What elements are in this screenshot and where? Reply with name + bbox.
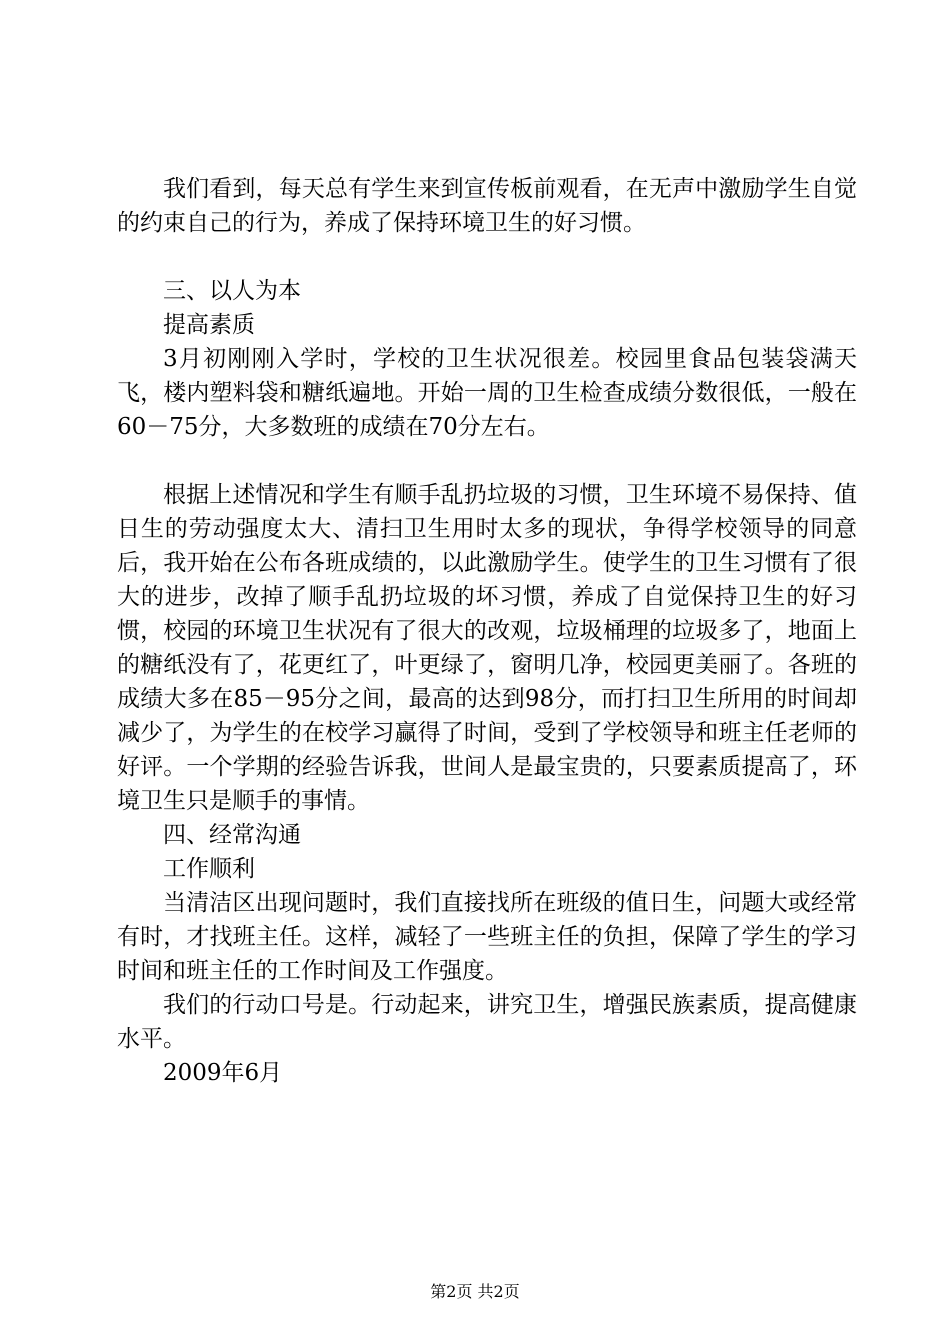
- section-subheading-3: 提高素质: [163, 312, 255, 338]
- paragraph-gap: [117, 240, 857, 274]
- paragraph-communication: 当清洁区出现问题时，我们直接找所在班级的值日生，问题大或经常有时，才找班主任。这样，减轻了一些班主任的负担，保障了学生的学习时间和班主任的工作时间及工作强度。: [117, 890, 857, 984]
- paragraph-encouragement: 我们看到，每天总有学生来到宣传板前观看，在无声中激励学生自觉的约束自己的行为，养成了保持环境卫生的好习惯。: [117, 176, 857, 236]
- document-body: [117, 172, 857, 1090]
- section-heading-3: 三、以人为本: [163, 278, 301, 304]
- section-subheading-4: 工作顺利: [163, 856, 255, 882]
- paragraph-improvement: 根据上述情况和学生有顺手乱扔垃圾的习惯，卫生环境不易保持、值日生的劳动强度太大、清扫卫生用时太多的现状，争得学校领导的同意后，我开始在公布各班成绩的，以此激励学生。使学生的卫生习惯有了很大的进步，改掉了顺手乱扔垃圾的坏习惯，养成了自觉保持卫生的好习惯，校园的环境卫生状况有了很大的改观，垃圾桶理的垃圾多了，地面上的糖纸没有了，花更红了，叶更绿了，窗明几净，校园更美丽了。各班的成绩大多在85－95分之间，最高的达到98分，而打扫卫生所用的时间却减少了，为学生的在校学习赢得了时间，受到了学校领导和班主任老师的好评。一个学期的经验告诉我，世间人是最宝贵的，只要素质提高了，环境卫生只是顺手的事情。: [117, 482, 857, 814]
- paragraph-gap: [117, 444, 857, 478]
- paragraph-slogan: 我们的行动口号是。行动起来，讲究卫生，增强民族素质，提高健康水平。: [117, 992, 857, 1052]
- document-date: 2009年6月: [163, 1060, 283, 1086]
- paragraph-initial-state: 3月初刚刚入学时，学校的卫生状况很差。校园里食品包装袋满天飞，楼内塑料袋和糖纸遍地。开始一周的卫生检查成绩分数很低，一般在60－75分，大多数班的成绩在70分左右。: [117, 346, 857, 440]
- page-footer: 第2页 共2页: [430, 1282, 520, 1301]
- section-heading-4: 四、经常沟通: [163, 822, 301, 848]
